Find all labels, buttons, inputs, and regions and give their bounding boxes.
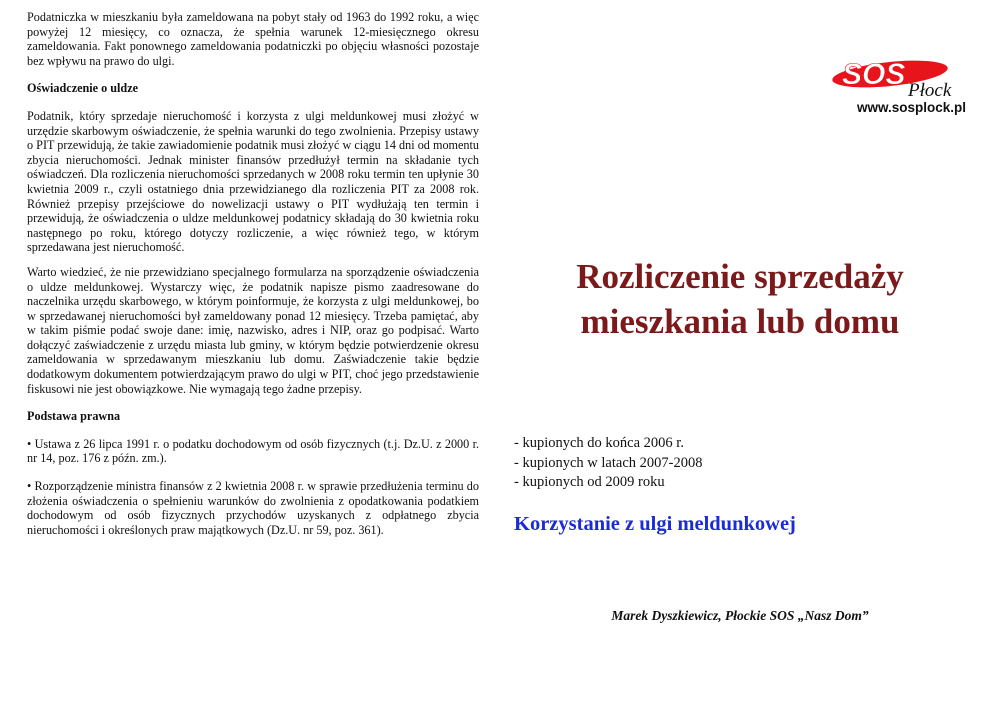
main-title-line-2: mieszkania lub domu bbox=[580, 302, 900, 341]
declaration-paragraph-1: Podatnik, który sprzedaje nieruchomość i korzysta z ulgi meldunkowej musi złożyć w urzędzie skarbowym oświadczenie, że spełnia warunki do tego zwolnienia. Przepisy ustawy o PIT przewidują, że takie zawiadomienie podatnik musi złożyć w ciągu 14 dni od momentu zbycia nieruchomości. Jednak minister finansów przedłużył termin na składanie tych oświadczeń. Dla rozliczenia nieruchomości sprzedanych w 2008 roku termin ten upłynie 30 kwietnia 2009 r., czyli ostatniego dnia przewidzianego dla rozliczenia PIT za 2008 rok. Również przepisy przejściowe do nowelizacji ustawy o PIT wydłużają ten termin i przewidują, że oświadczenia o uldze meldunkowej podatnicy składają do 30 kwietnia roku następnego po roku, którego dotyczy rozliczenie, a więc również tego, w którym sprzedawana jest nieruchomość. bbox=[27, 108, 479, 255]
left-column bbox=[27, 10, 479, 537]
legal-item-2: • Rozporządzenie ministra finansów z 2 kwietnia 2008 r. w sprawie przedłużenia terminu do złożenia oświadczenia o spełnieniu warunków do zwolnienia z opodatkowania podatkiem dochodowym od osób fizycznych przychodów uzyskanych z odpłatnego zbycia nieruchomości i określonych praw majątkowych (Dz.U. nr 59, poz. 361). bbox=[27, 479, 479, 537]
main-title bbox=[500, 254, 980, 344]
intro-paragraph: Podatniczka w mieszkaniu była zameldowana na pobyt stały od 1963 do 1992 roku, a więc powyżej 12 miesięcy, co oznacza, że spełnia warunek 12-miesięcznego okresu zameldowania. Fakt ponownego zameldowania podatniczki po objęciu własności pozostaje bez wpływu na prawo do ulgi. bbox=[27, 10, 479, 68]
declaration-paragraph-2: Warto wiedzieć, że nie przewidziano specjalnego formularza na sporządzenie oświadczenia o uldze meldunkowej. Wystarczy więc, że podatnik napisze pismo zaadresowane do naczelnika urzędu skarbowego, w którym poinformuje, że korzysta z ulgi meldunkowej, bo w sprzedawanej nieruchomości był zameldowany ponad 12 miesięcy. Trzeba pamiętać, aby w takim piśmie podać swoje dane: imię, nazwisko, adres i NIP, oraz go podpisać. Warto dołączyć zaświadczenie z urzędu miasta lub gminy, w którym będzie potwierdzenie okresu zameldowania w sprzedawanym mieszkaniu lub domu. Zaświadczenie takie będzie dodatkowym dokumentem potwierdzającym prawo do ulgi w PIT, choć jego przedstawienie fiskusowi nie jest obowiązkowe. Nie wymagają tego żadne przepisy. bbox=[27, 264, 479, 396]
section-heading-declaration: Oświadczenie o uldze bbox=[27, 81, 139, 96]
section-heading-legal-basis: Podstawa prawna bbox=[27, 409, 121, 424]
purchase-period-list bbox=[514, 434, 702, 493]
list-item: - kupionych do końca 2006 r. bbox=[514, 435, 684, 451]
logo-city-text: Płock bbox=[908, 80, 952, 101]
main-title-line-1: Rozliczenie sprzedaży bbox=[576, 257, 904, 296]
list-item: - kupionych w latach 2007-2008 bbox=[514, 454, 703, 471]
logo-sos-text: SOS bbox=[842, 58, 906, 91]
website-url[interactable]: www.sosplock.pl bbox=[856, 100, 966, 115]
author-credit: Marek Dyszkiewicz, Płockie SOS „Nasz Dom” bbox=[611, 608, 869, 623]
list-item: - kupionych od 2009 roku bbox=[514, 474, 665, 490]
legal-item-1: • Ustawa z 26 lipca 1991 r. o podatku dochodowym od osób fizycznych (t.j. Dz.U. z 2000 r. nr 14, poz. 176 z późn. zm.). bbox=[27, 436, 479, 466]
subtitle: Korzystanie z ulgi meldunkowej bbox=[514, 513, 796, 535]
